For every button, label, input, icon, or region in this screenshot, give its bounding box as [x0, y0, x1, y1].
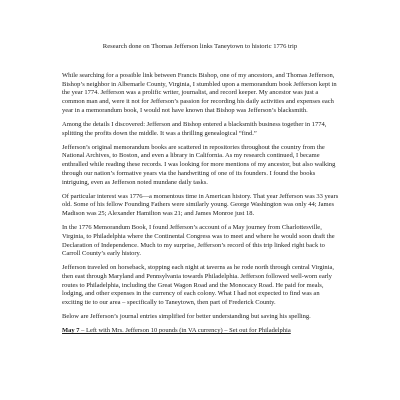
paragraph-1776: Of particular interest was 1776—a momentous time in American history. That year Jefferson was 33 years old. Some of his fellow Founding Fathers were similarly young. George Washington was only 44; James Madison was 25; Alexander Hamilton was 21; and James Monroe just 18.: [62, 192, 339, 218]
paragraph-route: Jefferson traveled on horseback, stopping each night at taverns as he rode north through central Virginia, then east through Maryland and Pennsylvania towards Philadelphia. Jefferson followed well-worn early routes to Philadelphia, including the Great Wagon Road and the Monocacy Road. He paid for meals, lodging, and other expenses in the currency of each colony. What I had not expected to find was an exciting tie to our area – specifically to Taneytown, then part of Frederick County.: [62, 264, 334, 307]
journal-entry-date: May 7: [62, 327, 80, 335]
paragraph-intro: While searching for a possible link between Francis Bishop, one of my ancestors, and Thomas Jefferson, Bishop’s neighbor in Albemarle County, Virginia, I stumbled upon a memorandum book Jefferson kept in the year 1774. Jefferson was a prolific writer, journalist, and record keeper. My ancestor was just a common man and, were it not for Jefferson’s passion for recording his daily activities and expenses each year in a memorandum book, I would not have known that Bishop was Jefferson’s blacksmith.: [62, 72, 337, 114]
journal-entry-text: – Left with Mrs. Jefferson 10 pounds (in VA currency) – Set out for Philadelphia: [79, 327, 291, 335]
document-body: [62, 72, 340, 341]
paragraph-blacksmith-business: Among the details I discovered: Jefferson and Bishop entered a blacksmith business together in 1774, splitting the profits down the middle. It was a thrilling genealogical “find.”: [62, 120, 327, 137]
document-title: Research done on Thomas Jefferson links Taneytown to historic 1776 trip: [102, 43, 298, 50]
paragraph-journal-intro: Below are Jefferson’s journal entries simplified for better understanding but saving his spelling.: [62, 313, 311, 321]
paragraph-memorandum-books: Jefferson’s original memorandum books are scattered in repositories throughout the country from the National Archives, to Boston, and even a library in California. As my research continued, I became enthralled while reading these records. I was looking for more mentions of my ancestor, but also walking through our nation’s formative years via the handwriting of one of its founders. I found the books intriguing, even as Jefferson noted mundane daily tasks.: [62, 143, 336, 186]
journal-entry: [62, 327, 340, 336]
paragraph-may-journey: In the 1776 Memorandum Book, I found Jefferson’s account of a May journey from Charlottesville, Virginia, to Philadelphia where the Continental Congress was to meet and where he would soon draft the Declaration of Independence. Much to my surprise, Jefferson’s record of this trip linked right back to Carroll County’s early history.: [62, 224, 335, 258]
